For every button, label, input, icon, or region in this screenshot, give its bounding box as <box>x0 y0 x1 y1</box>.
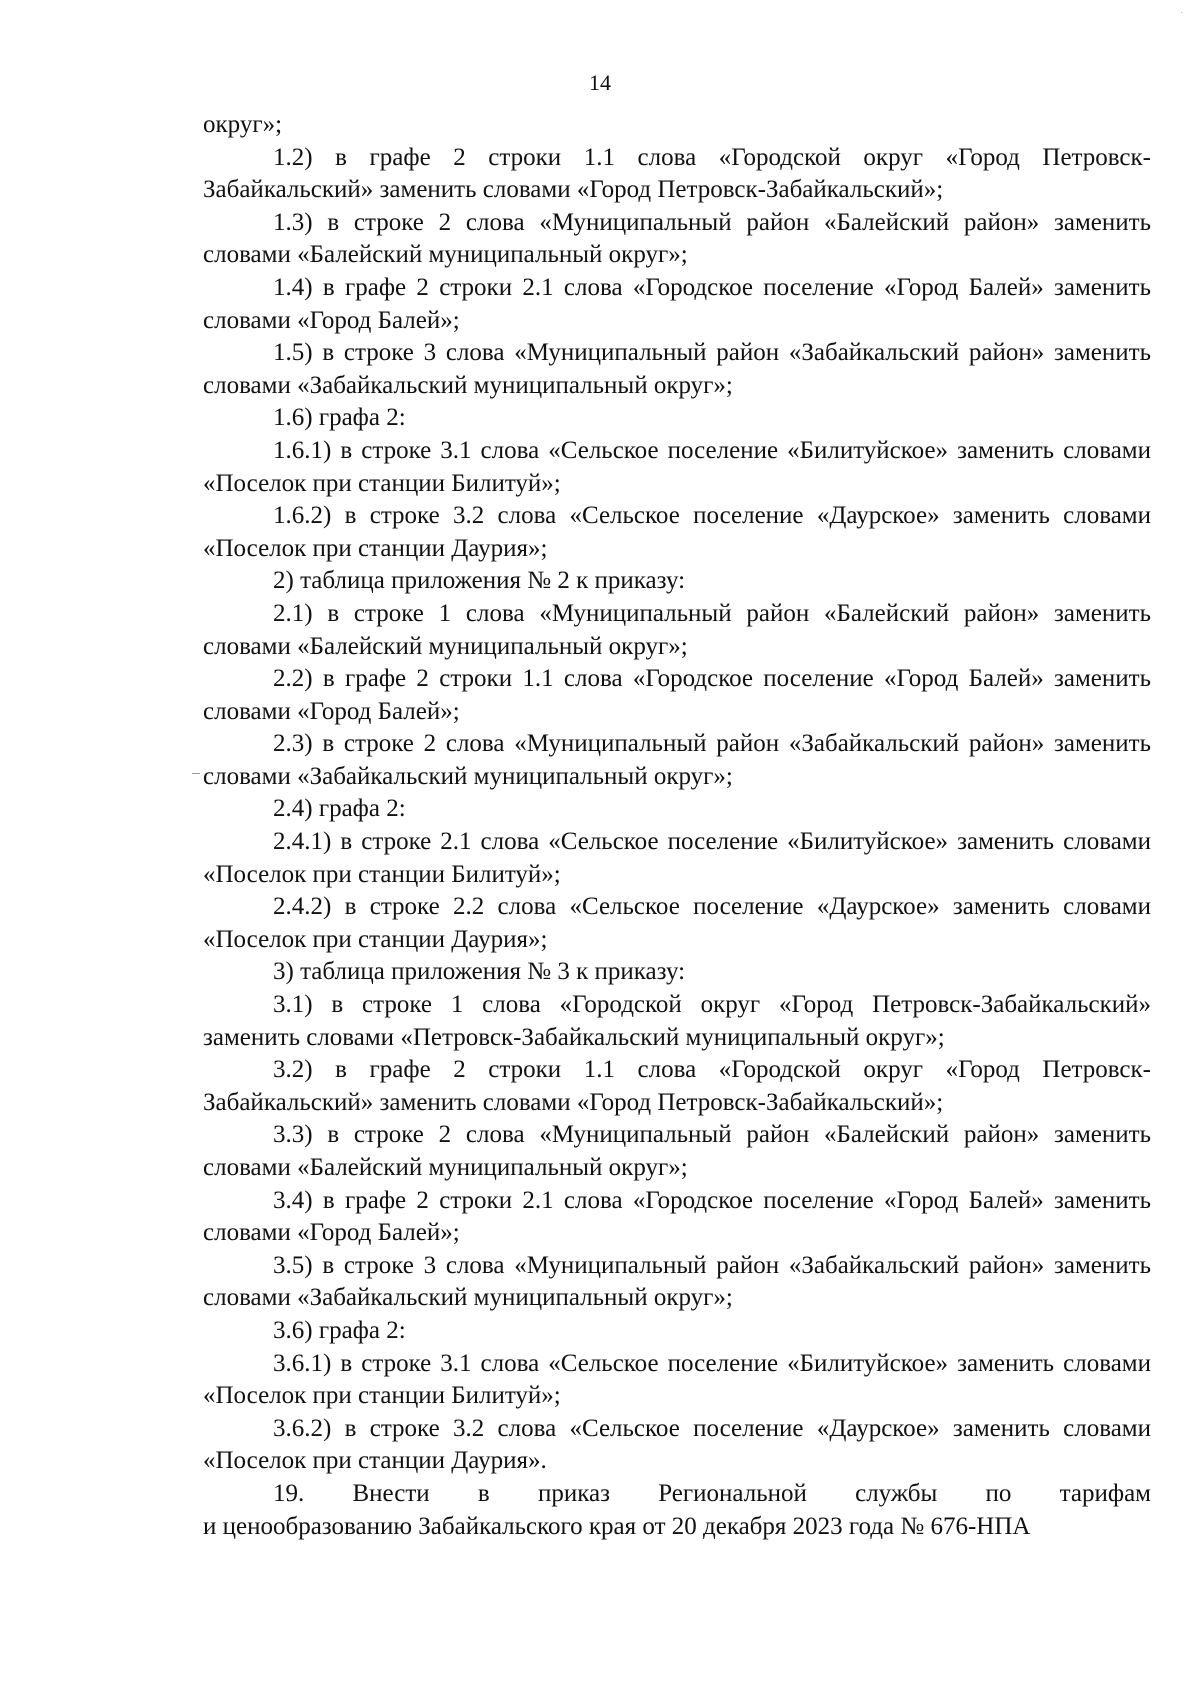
paragraph: 3.6) графа 2: <box>273 1316 406 1344</box>
paragraph: 2.4.1) в строке 2.1 слова «Сельское поселение «Билитуйское» заменить словами «Поселок при станции Билитуй»; <box>203 828 1151 888</box>
paragraph: 1.6.1) в строке 3.1 слова «Сельское поселение «Билитуйское» заменить словами «Поселок при станции Билитуй»; <box>203 436 1151 497</box>
paragraph: 3.1) в строке 1 слова «Городской округ «Город Петровск-Забайкальский» заменить словами «Петровск-Забайкальский муниципальный округ»; <box>203 991 1151 1051</box>
paragraph: 2) таблица приложения № 2 к приказу: <box>273 567 686 595</box>
paragraph: 1.6.2) в строке 3.2 слова «Сельское поселение «Даурское» заменить словами «Поселок при станции Даурия»; <box>203 502 1151 562</box>
paragraph: 3.4) в графе 2 строки 2.1 слова «Городское поселение «Город Балей» заменить словами «Город Балей»; <box>203 1186 1151 1247</box>
paragraph: 1.3) в строке 2 слова «Муниципальный район «Балейский район» заменить словами «Балейский муниципальный округ»; <box>203 208 1151 269</box>
paragraph: 2.1) в строке 1 слова «Муниципальный район «Балейский район» заменить словами «Балейский муниципальный округ»; <box>203 599 1151 660</box>
paragraph: 2.3) в строке 2 слова «Муниципальный район «Забайкальский район» заменить словами «Забайкальский муниципальный округ»; <box>203 730 1151 790</box>
paragraph: 3) таблица приложения № 3 к приказу: <box>273 958 686 986</box>
scan-artifact-line <box>192 773 200 774</box>
paragraph: округ»; <box>203 111 283 138</box>
paragraph: и ценообразованию Забайкальского края от 20 декабря 2023 года № 676-НПА <box>203 1512 1031 1540</box>
paragraph: 2.4) графа 2: <box>273 795 406 823</box>
paragraph: 3.6.2) в строке 3.2 слова «Сельское поселение «Даурское» заменить словами «Поселок при станции Даурия». <box>203 1414 1151 1475</box>
paragraph: 3.6.1) в строке 3.1 слова «Сельское поселение «Билитуйское» заменить словами «Поселок при станции Билитуй»; <box>203 1349 1151 1410</box>
paragraph: 2.4.2) в строке 2.2 слова «Сельское поселение «Даурское» заменить словами «Поселок при станции Даурия»; <box>203 893 1151 953</box>
paragraph: 3.5) в строке 3 слова «Муниципальный район «Забайкальский район» заменить словами «Забайкальский муниципальный округ»; <box>203 1251 1151 1312</box>
paragraph: 19. Внести в приказ Региональной службы по тарифам <box>273 1479 1151 1507</box>
paragraph: 3.3) в строке 2 слова «Муниципальный район «Балейский район» заменить словами «Балейский муниципальный округ»; <box>203 1121 1151 1181</box>
paragraph: 1.6) графа 2: <box>273 404 406 432</box>
paragraph: 3.2) в графе 2 строки 1.1 слова «Городской округ «Город Петровск-Забайкальский» заменить словами «Город Петровск-Забайкальский»; <box>203 1056 1151 1116</box>
document-body <box>203 109 1151 1543</box>
page-number: 14 <box>589 70 611 95</box>
paragraph: 2.2) в графе 2 строки 1.1 слова «Городское поселение «Город Балей» заменить словами «Город Балей»; <box>203 665 1151 725</box>
scan-corner-mark: · <box>1180 8 1184 19</box>
paragraph: 1.2) в графе 2 строки 1.1 слова «Городской округ «Город Петровск-Забайкальский» заменить словами «Город Петровск-Забайкальский»; <box>203 143 1151 204</box>
paragraph: 1.4) в графе 2 строки 2.1 слова «Городское поселение «Город Балей» заменить словами «Город Балей»; <box>203 273 1151 334</box>
paragraph: 1.5) в строке 3 слова «Муниципальный район «Забайкальский район» заменить словами «Забайкальский муниципальный округ»; <box>203 339 1151 399</box>
